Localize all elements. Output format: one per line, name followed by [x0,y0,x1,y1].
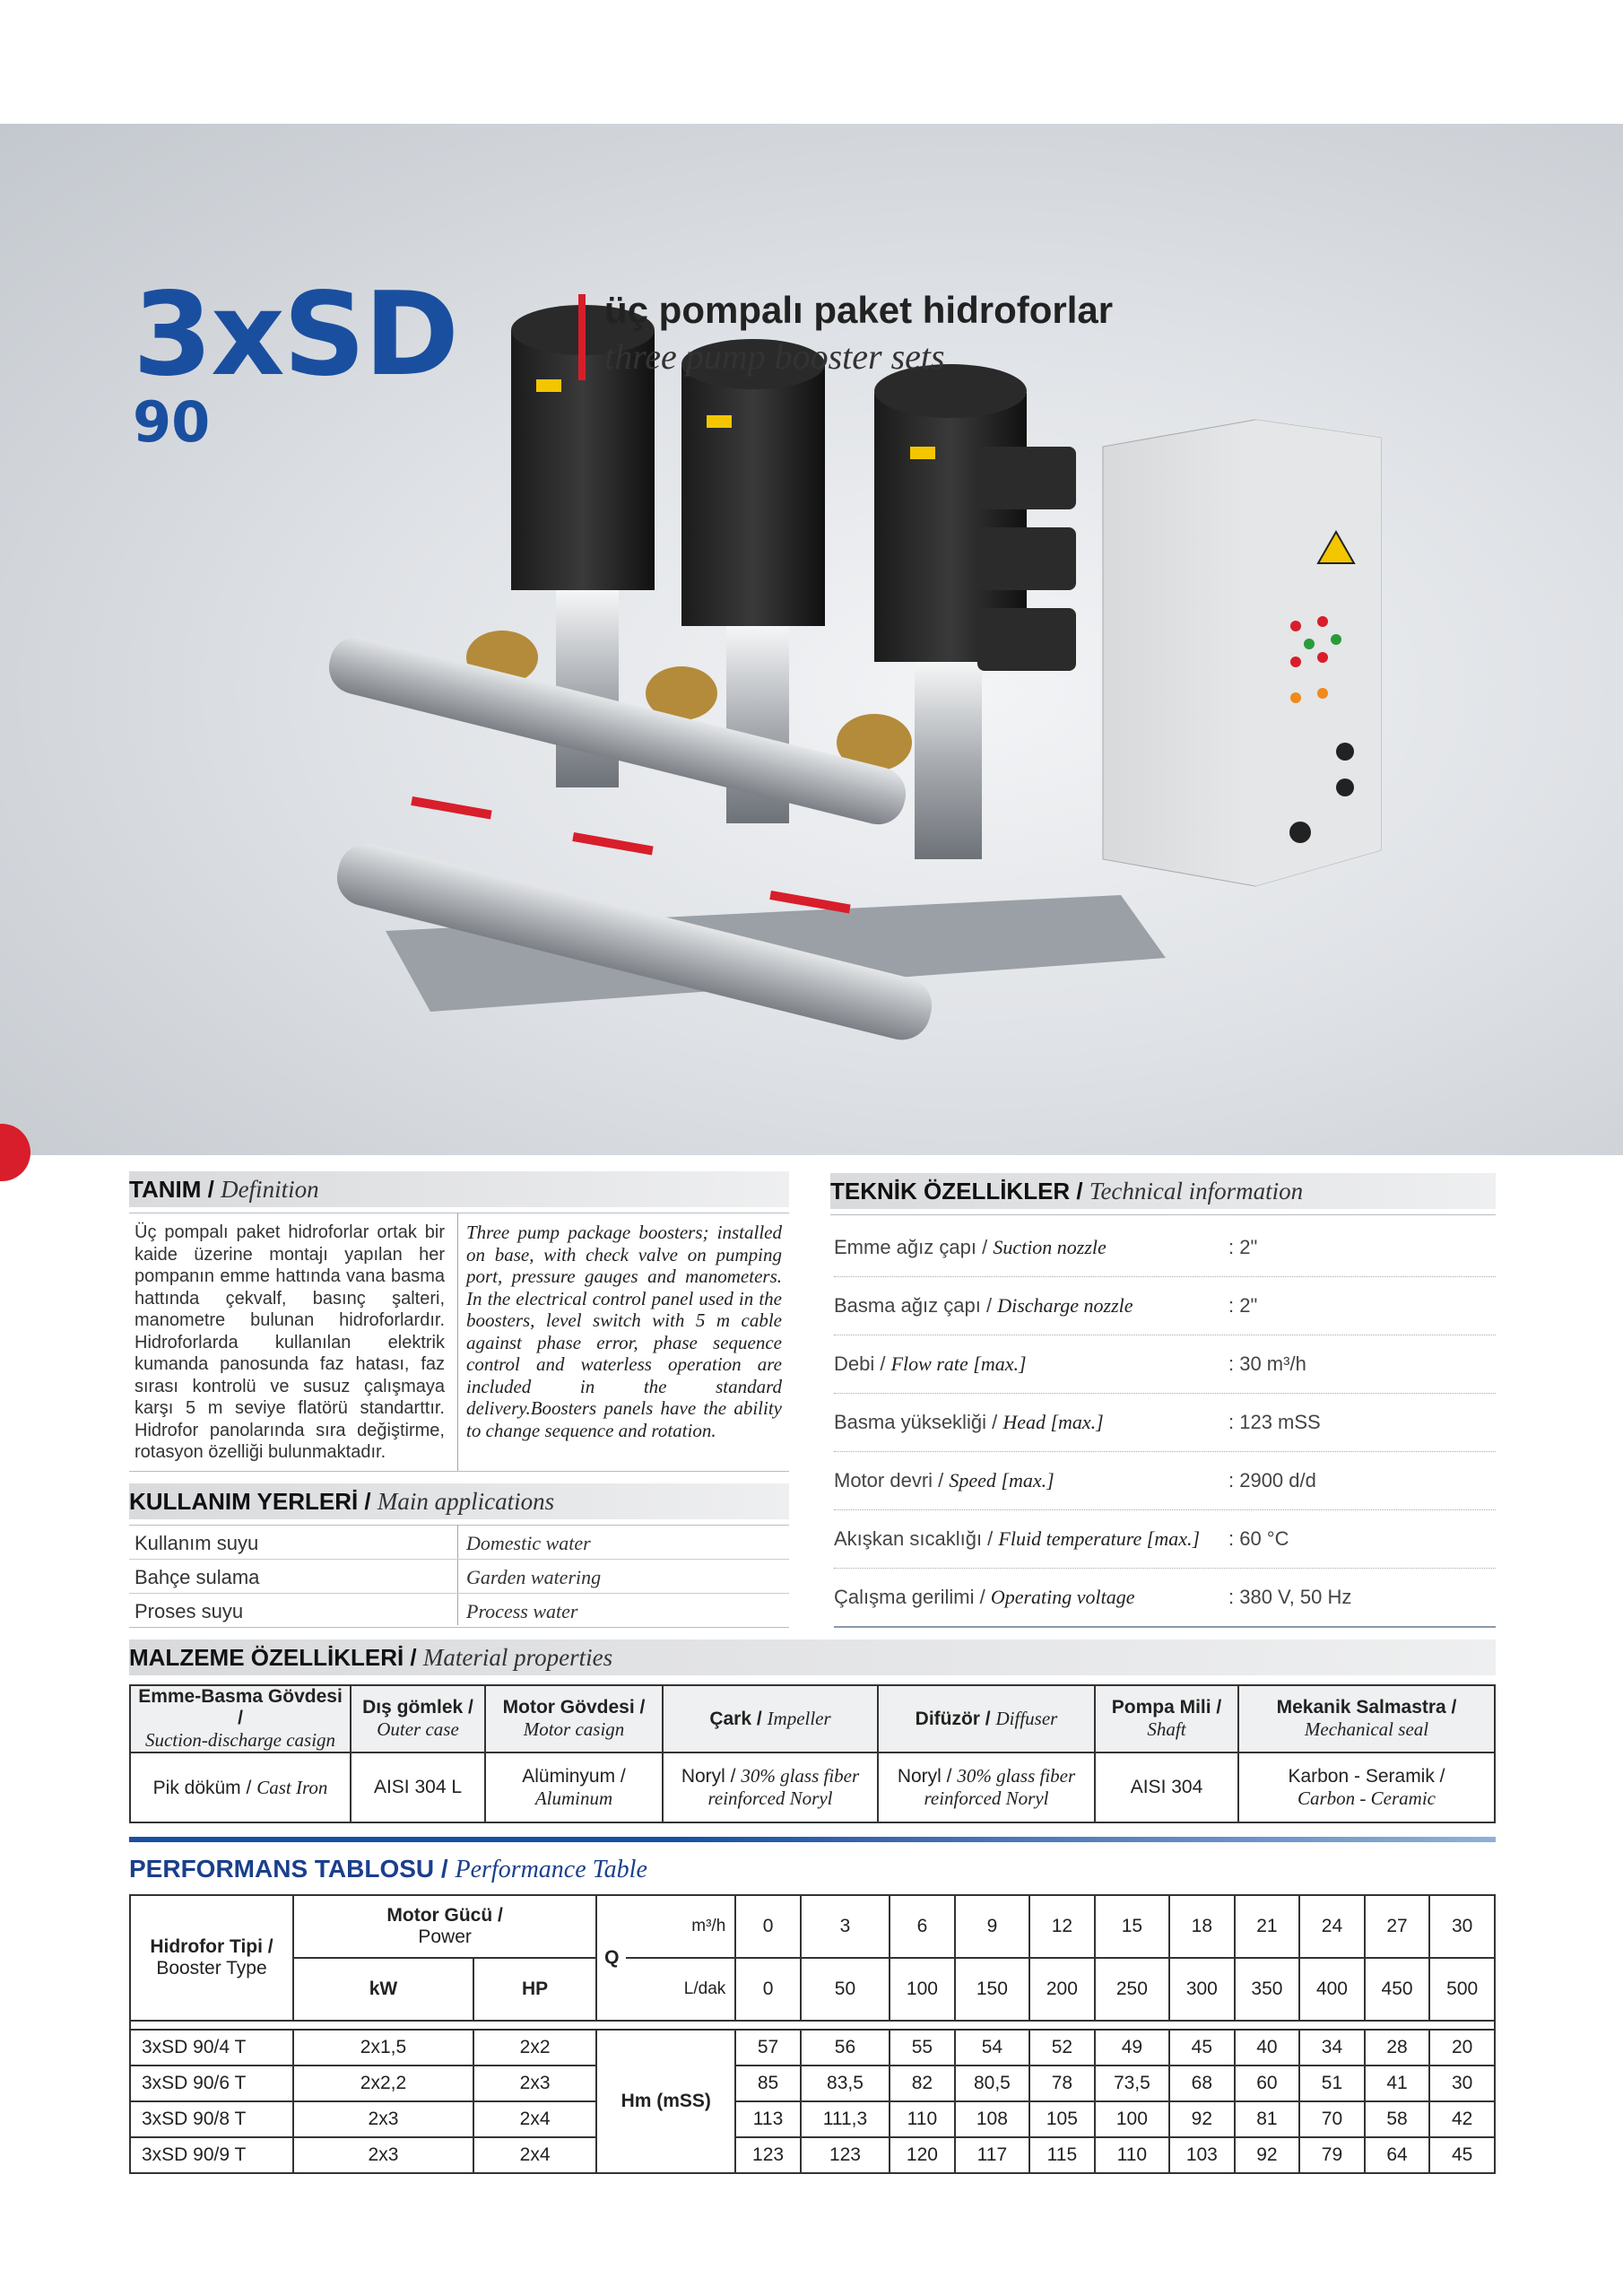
head-value-cell: 111,3 [801,2101,890,2137]
divider [129,1593,789,1594]
flow-m3h: 12 [1029,1895,1095,1958]
q-label: Q [596,1895,626,2021]
head-value-cell: 78 [1029,2066,1095,2101]
performance-heading-en: Performance Table [455,1856,647,1883]
head-value-cell: 123 [801,2137,890,2173]
head-value-cell: 57 [735,2030,801,2066]
head-value-cell: 60 [1235,2066,1300,2101]
booster-type-header: Hidrofor Tipi / Booster Type [130,1895,293,2021]
technical-heading-en: Technical information [1089,1178,1304,1205]
power-header: Motor Gücü / Power [293,1895,596,1958]
definition-heading [129,1171,789,1207]
tech-row-voltage: Çalışma gerilimi / Operating voltage : 380 V, 50 Hz [834,1568,1496,1628]
head-value-cell: 41 [1365,2066,1430,2101]
performance-heading-tr: PERFORMANS TABLOSU / [129,1855,448,1883]
flow-m3h: 30 [1429,1895,1495,1958]
kw-header: kW [293,1958,473,2021]
material-header: Çark / Impeller [663,1685,878,1752]
performance-row [130,2137,1495,2173]
flow-ldak: 250 [1095,1958,1169,2021]
head-value-cell: 20 [1429,2030,1495,2066]
performance-table [129,1894,1496,2174]
flow-m3h: 3 [801,1895,890,1958]
materials-table [129,1684,1496,1823]
definition-heading-en: Definition [221,1176,319,1203]
material-value: Noryl / 30% glass fiber reinforced Noryl [878,1752,1095,1822]
hp-cell: 2x4 [473,2101,596,2137]
head-value-cell: 80,5 [955,2066,1029,2101]
material-header: Motor Gövdesi / Motor casign [485,1685,663,1752]
head-value-cell: 42 [1429,2101,1495,2137]
head-value-cell: 113 [735,2101,801,2137]
flow-m3h: 0 [735,1895,801,1958]
head-value-cell: 40 [1235,2030,1300,2066]
head-value-cell: 123 [735,2137,801,2173]
application-item-en: Process water [466,1600,578,1622]
divider [457,1525,458,1625]
head-value-cell: 92 [1235,2137,1300,2173]
material-header: Emme-Basma Gövdesi / Suction-discharge casign [130,1685,351,1752]
hp-cell: 2x2 [473,2030,596,2066]
head-value-cell: 58 [1365,2101,1430,2137]
title-turkish: üç pompalı paket hidroforlar [604,289,1114,331]
performance-heading [129,1855,647,1884]
material-header: Dış gömlek / Outer case [351,1685,485,1752]
material-value: Alüminyum / Aluminum [485,1752,663,1822]
hp-cell: 2x3 [473,2066,596,2101]
divider [129,1559,789,1560]
flow-m3h: 9 [955,1895,1029,1958]
title-divider [578,294,586,380]
flow-ldak: 350 [1235,1958,1300,2021]
product-series: 90 [133,389,211,455]
hero-banner [0,124,1623,1155]
definition-text-tr: Üç pompalı paket hidroforlar ortak bir kaide üzerine montajı yapılan her pompanın emme hattında vana basma hattında çekvalf, basınç şalteri, manometre bulunan hidroforlardır. Hidroforlarda kullanılan elektrik kumanda panosunda faz hatası, faz sırası kontrolü ve susuz çalışmaya karşı 5 m seviye flatörü standarttır. Hidrofor panolarında sıra değiştirme, rotasyon özelliği bulunmaktadır. [135,1222,445,1462]
booster-type-cell: 3xSD 90/4 T [130,2030,293,2066]
tech-row-suction: Emme ağız çapı / Suction nozzle : 2" [834,1218,1496,1277]
kw-cell: 2x1,5 [293,2030,473,2066]
divider [830,1214,1496,1215]
head-value-cell: 64 [1365,2137,1430,2173]
performance-row [130,2101,1495,2137]
unit-ldak: L/dak [626,1958,735,2021]
material-value: AISI 304 [1095,1752,1238,1822]
head-value-cell: 52 [1029,2030,1095,2066]
head-value-cell: 83,5 [801,2066,890,2101]
booster-type-cell: 3xSD 90/9 T [130,2137,293,2173]
flow-ldak: 150 [955,1958,1029,2021]
flow-ldak: 100 [890,1958,955,2021]
head-value-cell: 103 [1169,2137,1235,2173]
tech-row-speed: Motor devri / Speed [max.] : 2900 d/d [834,1451,1496,1510]
flow-m3h: 18 [1169,1895,1235,1958]
material-value: Karbon - Seramik / Carbon - Ceramic [1238,1752,1495,1822]
head-value-cell: 115 [1029,2137,1095,2173]
head-value-cell: 100 [1095,2101,1169,2137]
application-item-tr: Kullanım suyu [135,1532,259,1554]
tech-row-head: Basma yüksekliği / Head [max.] : 123 mSS [834,1393,1496,1452]
tech-row-flow: Debi / Flow rate [max.] : 30 m³/h [834,1335,1496,1394]
head-value-cell: 49 [1095,2030,1169,2066]
head-value-cell: 30 [1429,2066,1495,2101]
material-value: AISI 304 L [351,1752,485,1822]
head-value-cell: 108 [955,2101,1029,2137]
head-value-cell: 110 [1095,2137,1169,2173]
performance-rule [129,1837,1496,1842]
material-value: Noryl / 30% glass fiber reinforced Noryl [663,1752,878,1822]
applications-heading-en: Main applications [377,1488,555,1515]
application-item-tr: Proses suyu [135,1600,244,1622]
divider [457,1213,458,1471]
head-value-cell: 120 [890,2137,955,2173]
tech-row-temperature: Akışkan sıcaklığı / Fluid temperature [max.] : 60 °C [834,1509,1496,1569]
head-value-cell: 81 [1235,2101,1300,2137]
application-item-en: Domestic water [466,1532,591,1554]
head-value-cell: 82 [890,2066,955,2101]
head-value-cell: 45 [1429,2137,1495,2173]
head-value-cell: 68 [1169,2066,1235,2101]
technical-heading [830,1173,1496,1209]
unit-m3h: m³/h [626,1895,735,1958]
application-item-tr: Bahçe sulama [135,1566,260,1588]
flow-m3h: 21 [1235,1895,1300,1958]
head-value-cell: 51 [1299,2066,1365,2101]
head-value-cell: 105 [1029,2101,1095,2137]
material-header: Mekanik Salmastra / Mechanical seal [1238,1685,1495,1752]
tech-row-discharge: Basma ağız çapı / Discharge nozzle : 2" [834,1276,1496,1335]
booster-type-cell: 3xSD 90/8 T [130,2101,293,2137]
material-header: Difüzör / Diffuser [878,1685,1095,1752]
flow-ldak: 50 [801,1958,890,2021]
booster-type-cell: 3xSD 90/6 T [130,2066,293,2101]
head-value-cell: 117 [955,2137,1029,2173]
head-value-cell: 70 [1299,2101,1365,2137]
flow-m3h: 27 [1365,1895,1430,1958]
material-value: Pik döküm / Cast Iron [130,1752,351,1822]
divider [129,1525,789,1526]
head-value-cell: 110 [890,2101,955,2137]
head-value-cell: 34 [1299,2030,1365,2066]
head-value-cell: 92 [1169,2101,1235,2137]
head-label: Hm (mSS) [596,2030,735,2173]
definition-text-en: Three pump package boosters; installed on base, with check valve on pumping port, pressure gauges and manometers. In the electrical control panel used in the boosters, level switch with 5 m cable against phase error, phase sequence control and waterless operation are included in the standard delivery.Boosters panels have the ability to change sequence and rotation. [466,1222,782,1441]
applications-heading-tr: KULLANIM YERLERİ / [129,1488,371,1515]
flow-ldak: 500 [1429,1958,1495,2021]
kw-cell: 2x2,2 [293,2066,473,2101]
head-value-cell: 85 [735,2066,801,2101]
performance-row [130,2030,1495,2066]
flow-ldak: 200 [1029,1958,1095,2021]
flow-m3h: 24 [1299,1895,1365,1958]
divider [129,1471,789,1472]
head-value-cell: 54 [955,2030,1029,2066]
hp-header: HP [473,1958,596,2021]
application-item-en: Garden watering [466,1566,602,1588]
product-logo: 3xSD [133,268,458,402]
head-value-cell: 55 [890,2030,955,2066]
head-value-cell: 79 [1299,2137,1365,2173]
hp-cell: 2x4 [473,2137,596,2173]
head-value-cell: 28 [1365,2030,1430,2066]
head-value-cell: 73,5 [1095,2066,1169,2101]
kw-cell: 2x3 [293,2137,473,2173]
materials-heading-en: Material properties [422,1644,613,1671]
kw-cell: 2x3 [293,2101,473,2137]
flow-ldak: 0 [735,1958,801,2021]
flow-m3h: 15 [1095,1895,1169,1958]
definition-heading-tr: TANIM / [129,1176,214,1203]
material-header: Pompa Mili / Shaft [1095,1685,1238,1752]
performance-row [130,2066,1495,2101]
divider [129,1627,789,1628]
flow-ldak: 300 [1169,1958,1235,2021]
head-value-cell: 56 [801,2030,890,2066]
technical-heading-tr: TEKNİK ÖZELLİKLER / [830,1178,1083,1205]
title-english: three pump booster sets [604,336,945,377]
flow-ldak: 400 [1299,1958,1365,2021]
flow-m3h: 6 [890,1895,955,1958]
head-value-cell: 45 [1169,2030,1235,2066]
flow-ldak: 450 [1365,1958,1430,2021]
applications-heading [129,1483,789,1519]
materials-heading-tr: MALZEME ÖZELLİKLERİ / [129,1644,417,1671]
materials-heading [129,1639,1496,1675]
